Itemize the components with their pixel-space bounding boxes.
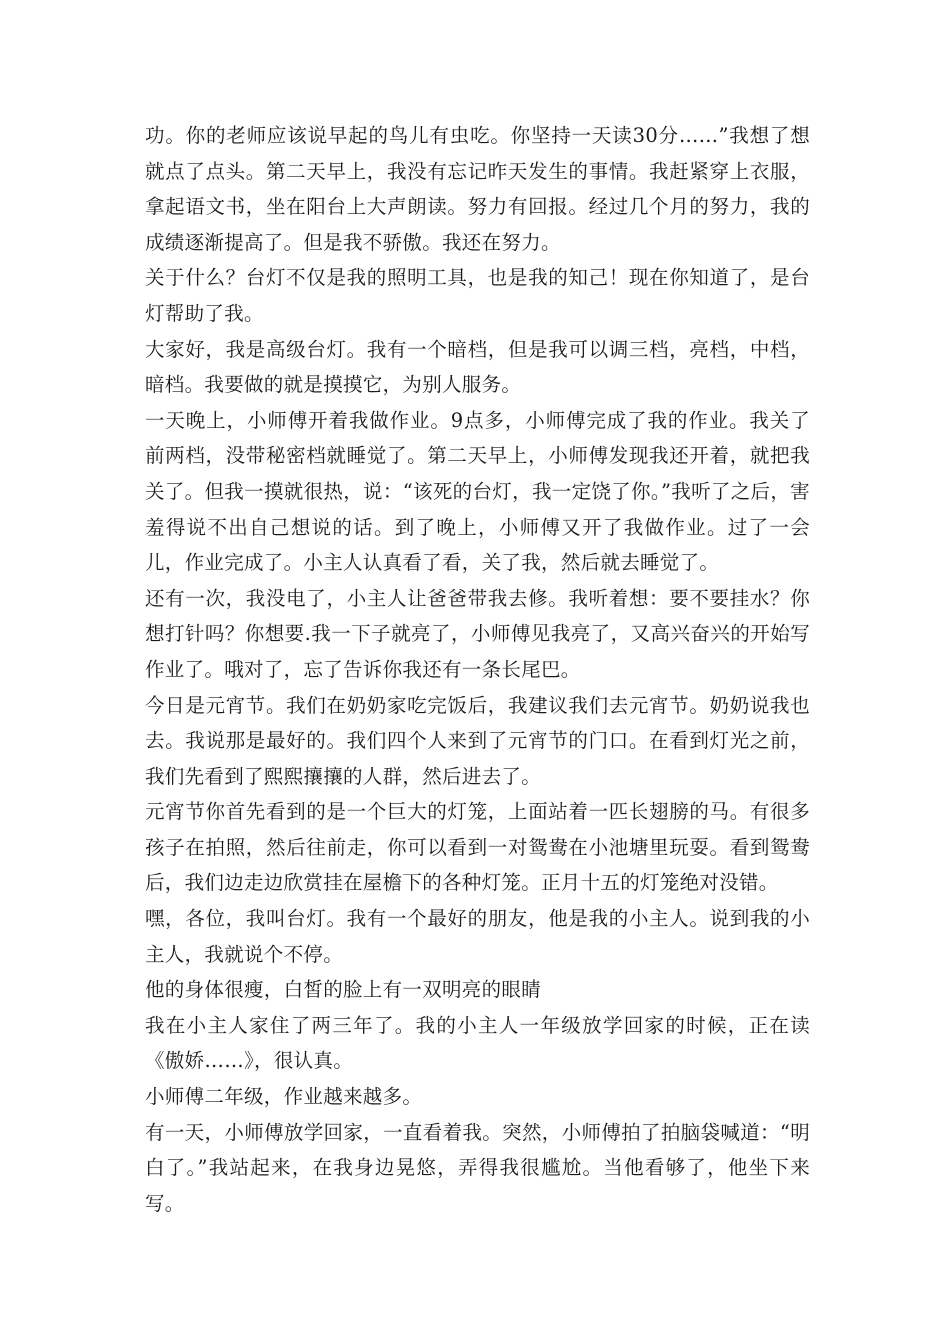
body-text <box>145 118 810 1221</box>
paragraph: 功。你的老师应该说早起的鸟儿有虫吃。你坚持一天读30分……”我想了想就点了点头。第二天早上，我没有忘记昨天发生的事情。我赶紧穿上衣服，拿起语文书，坐在阳台上大声朗读。努力有回报。经过几个月的努力，我的成绩逐渐提高了。但是我不骄傲。我还在努力。 <box>145 124 810 254</box>
paragraph: 一天晚上，小师傅开着我做作业。9点多，小师傅完成了我的作业。我关了前两档，没带秘密档就睡觉了。第二天早上，小师傅发现我还开着，就把我关了。但我一摸就很热，说：“该死的台灯，我一定饶了你。”我听了之后，害羞得说不出自己想说的话。到了晚上，小师傅又开了我做作业。过了一会儿，作业完成了。小主人认真看了看，关了我，然后就去睡觉了。 <box>145 408 810 575</box>
paragraph: 嘿，各位，我叫台灯。我有一个最好的朋友，他是我的小主人。说到我的小主人，我就说个不停。 <box>145 907 810 966</box>
paragraph: 关于什么？台灯不仅是我的照明工具，也是我的知己！现在你知道了，是台灯帮助了我。 <box>145 266 810 325</box>
paragraph: 他的身体很瘦，白皙的脸上有一双明亮的眼睛 <box>145 978 542 1002</box>
paragraph: 元宵节你首先看到的是一个巨大的灯笼，上面站着一匹长翅膀的马。有很多孩子在拍照，然后往前走，你可以看到一对鸳鸯在小池塘里玩耍。看到鸳鸯后，我们边走边欣赏挂在屋檐下的各种灯笼。正月十五的灯笼绝对没错。 <box>145 800 810 895</box>
paragraph: 有一天，小师傅放学回家，一直看着我。突然，小师傅拍了拍脑袋喊道：“明白了。”我站起来，在我身边晃悠，弄得我很尴尬。当他看够了，他坐下来写。 <box>145 1120 810 1215</box>
paragraph: 小师傅二年级，作业越来越多。 <box>145 1085 423 1109</box>
paragraph: 还有一次，我没电了，小主人让爸爸带我去修。我听着想：要不要挂水？你想打针吗？你想要.我一下子就亮了，小师傅见我亮了，又高兴奋兴的开始写作业了。哦对了，忘了告诉你我还有一条长尾巴。 <box>145 586 810 681</box>
paragraph: 今日是元宵节。我们在奶奶家吃完饭后，我建议我们去元宵节。奶奶说我也去。我说那是最好的。我们四个人来到了元宵节的门口。在看到灯光之前，我们先看到了熙熙攘攘的人群，然后进去了。 <box>145 693 810 788</box>
paragraph: 大家好，我是高级台灯。我有一个暗档，但是我可以调三档，亮档，中档，暗档。我要做的就是摸摸它，为别人服务。 <box>145 337 810 397</box>
paragraph: 我在小主人家住了两三年了。我的小主人一年级放学回家的时候，正在读《傲娇……》，很认真。 <box>145 1013 810 1073</box>
